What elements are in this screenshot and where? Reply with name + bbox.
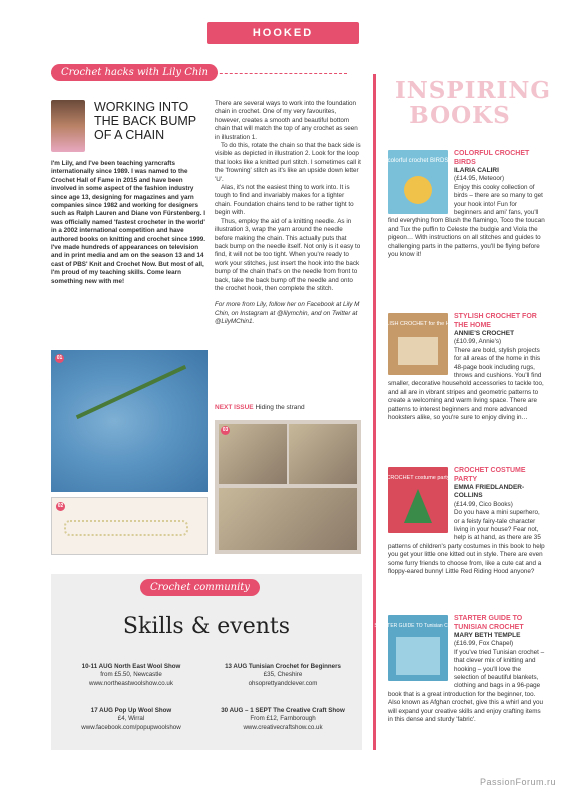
next-issue: [215, 404, 305, 411]
event-item: [56, 707, 206, 732]
watermark: PassionForum.ru: [479, 777, 556, 787]
next-issue-label: NEXT ISSUE: [215, 404, 254, 411]
book-cover: [375, 313, 461, 375]
author-intro: I'm Lily, and I've been teaching yarncrafts internationally since 1989. I was named to the Crochet Hall of Fame in 2015 and have been involved in some aspect of the fashion industry since age 13, designing for magazines and yarn companies since 1982 and working for designers such as Ralph Lauren and Diane von Fürstenberg. I was officially named 'fastest crocheter in the world' in a 2002 international competition and have authored books on knitting and crochet since 1999. I've made hundreds of appearances on television and in print media and am on the season 13 and 14 cast of PBS' Knit and Crochet Now. But most of all, I'm proud of my teaching skills. Come learn something new with me!: [51, 160, 205, 285]
event-link[interactable]: www.creativecraftshow.co.uk: [243, 723, 323, 731]
cover-title: STYLISH CROCHET for the Home: [375, 321, 461, 327]
event-link[interactable]: www.facebook.com/popupwoolshow: [81, 723, 181, 731]
cover-title: STARTER GUIDE TO Tunisian Crochet: [374, 623, 462, 629]
event-heading: 10-11 AUG North East Wool Show: [81, 663, 181, 670]
book-review: There are bold, stylish projects for all areas of the home in this 48-page book including rugs, throws and cushions. You'll find smaller, decorative household accessories to tackle too, and all are in vibrant stripes and geometric patterns to create a welcoming and warm living space. There are patterns to interest beginners and more advanced hooksters alike, so you're sure to enjoy diving in…: [388, 346, 544, 422]
skills-events-title: Skills & events: [122, 614, 291, 639]
book-title: COLORFUL CROCHET BIRDS: [454, 150, 530, 166]
book-entry: [374, 615, 545, 724]
book-review: If you've tried Tunisian crochet – that clever mix of knitting and hooking – you'll love the selection of beautiful blankets, clothing and bags in a 96-page book that is a great introduction for the beginner, too. Also known as Afghan crochet, give this a whirl and you will expand your creative skills and enjoy crafting items in this dense and sturdy 'fabric'.: [388, 648, 545, 724]
illustration-1: [51, 350, 208, 492]
book-price: (£14.99, Cico Books): [454, 500, 513, 508]
event-detail: from £5.50, Newcastle: [100, 671, 162, 679]
book-author: ILARIA CALIRI: [454, 167, 499, 174]
book-cover: [374, 615, 462, 681]
illustration-1-number: 01: [56, 355, 63, 361]
body-paragraph: There are several ways to work into the foundation chain in crochet. One of my very favourites, however, creates a smooth and beautiful bottom chain that will match the top of any crochet as seen in illustration 1.: [215, 100, 358, 141]
book-price: (£10.99, Annie's): [454, 338, 502, 346]
book-price: (£16.99, Fox Chapel): [454, 640, 514, 648]
photo-step: [219, 488, 357, 550]
event-link[interactable]: ohsoprettyandclever.com: [248, 679, 318, 687]
author-portrait: [51, 100, 85, 152]
illustration-2-number: 02: [57, 503, 64, 509]
illustration-3-number: 03: [222, 427, 229, 433]
book-cover: [388, 467, 448, 533]
event-detail: £4, Wirral: [117, 715, 145, 723]
body-paragraph: Alas, it's not the easiest thing to work into. It is tough to find and invariably makes for a tighter chain. Foundation chains tend to be rather tight to begin with.: [215, 184, 354, 217]
book-title: CROCHET COSTUME PARTY: [454, 467, 526, 483]
cover-title: CROCHET costume party: [386, 475, 450, 481]
book-entry: [375, 313, 545, 422]
article-body: [215, 100, 361, 327]
article-title: WORKING INTO THE BACK BUMP OF A CHAIN: [94, 100, 196, 142]
next-issue-text: Hiding the strand: [255, 404, 305, 411]
event-heading: 13 AUG Tunisian Crochet for Beginners: [225, 663, 341, 670]
event-heading: 17 AUG Pop Up Wool Show: [90, 707, 172, 714]
photo-step: [289, 424, 357, 484]
sidebar-title: INSPIRING BOOKS: [395, 77, 551, 129]
book-review: Enjoy this cooky collection of birds – there are so many to get your hook into! Fun for beginners and ami' fans, you'll find everything from Blush the flamingo, Toco the toucan and Tux the puffin to Celeste the budgie and Viola the pigeon… With instructions on all stitches and guides to challenging parts in the patterns, you'll be flying before you know it!: [388, 183, 545, 259]
social-links-text: For more from Lily, follow her on Facebook at Lily M Chin, on Instagram at @lilymchin, and on Twitter at @LilyMChin1.: [215, 301, 360, 326]
book-review: Do you have a mini superhero, or a feisty fairy-tale character living in your house? Fear not, help is at hand, as there are 35 patterns of children's party costumes in this book to help you get your little one kitted out in style. There are even some furry friends to choose from, like a cute cat and a floppy-eared bunny! Little Red Riding Hood anyone?: [388, 509, 545, 576]
body-paragraph: To do this, rotate the chain so that the back side is visible as depicted in illustration 2. Look for the loop that looks like a knitted purl stitch. I sometimes call it the 'frowning' stitch as it's like an upside down letter 'U'.: [215, 142, 361, 183]
event-link[interactable]: www.northeastwoolshow.co.uk: [89, 679, 173, 687]
book-cover: [388, 150, 448, 214]
illustration-2: [51, 497, 208, 555]
event-detail: £35, Cheshire: [263, 671, 303, 679]
event-item: [208, 707, 358, 732]
book-title: STARTER GUIDE TO TUNISIAN CROCHET: [454, 615, 524, 631]
body-paragraph: Thus, employ the aid of a knitting needle. As in illustration 3, wrap the yarn around the needle before making the chain. This actually puts that back bump on the needle itself. Not only is it easy to find, it will not be too tight. When you're ready to work your stitches, just insert the hook into the back bump of the chain that's on the needle from front to back, take the back bump off the needle and onto the crochet hook, then complete the stitch.: [215, 217, 361, 292]
section-tab: HOOKED: [207, 22, 359, 44]
illustration-3: [215, 420, 361, 554]
event-item: [56, 663, 206, 688]
book-title: STYLISH CROCHET FOR THE HOME: [454, 313, 537, 329]
book-price: (£14.95, Meteoor): [454, 175, 505, 183]
book-entry: [388, 467, 545, 576]
book-author: ANNIE'S CROCHET: [454, 330, 515, 337]
hacks-banner: Crochet hacks with Lily Chin: [51, 64, 218, 81]
book-entry: [388, 150, 545, 259]
event-heading: 30 AUG – 1 SEPT The Creative Craft Show: [221, 707, 345, 714]
book-author: EMMA FRIEDLANDER-COLLINS: [454, 484, 525, 500]
event-item: [208, 663, 358, 688]
cover-title: colorful crochet BIRDS: [387, 158, 449, 164]
event-detail: From £12, Farnborough: [250, 715, 316, 723]
community-tag: Crochet community: [140, 579, 260, 596]
book-author: MARY BETH TEMPLE: [454, 632, 521, 639]
